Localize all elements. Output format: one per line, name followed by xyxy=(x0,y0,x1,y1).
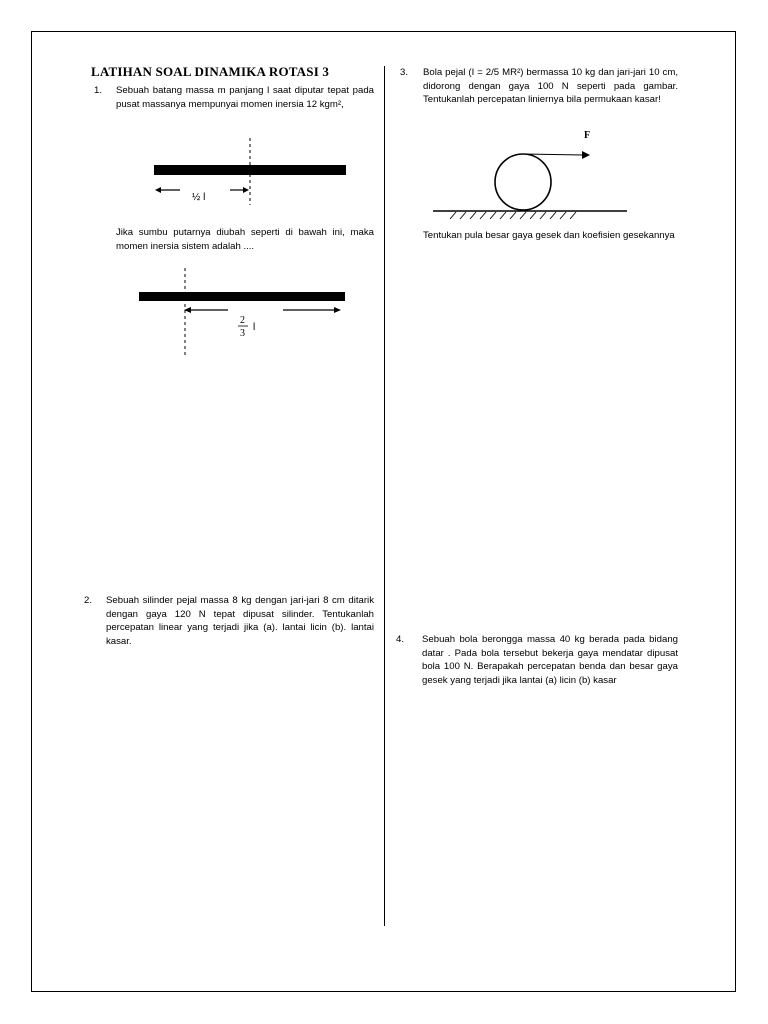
question-4 xyxy=(396,633,678,687)
fraction-numerator: 2 xyxy=(240,315,245,326)
question-number: 2. xyxy=(84,595,93,606)
question-number: 4. xyxy=(396,634,405,645)
worksheet-title: LATIHAN SOAL DINAMIKA ROTASI 3 xyxy=(91,64,330,79)
followup-text: Tentukan pula besar gaya gesek dan koefisien gesekannya xyxy=(423,230,675,241)
question-text: Sebuah batang massa m panjang l saat diputar tepat pada pusat massanya mempunyai momen inersia 12 kgm², xyxy=(116,85,374,110)
followup-text: Jika sumbu putarnya diubah seperti di bawah ini, maka momen inersia sistem adalah .... xyxy=(116,227,374,252)
question-text: Sebuah bola berongga massa 40 kg berada pada bidang datar . Pada bola tersebut bekerja gaya mendatar dipusat bola 100 N. Berapakah percepatan benda dan besar gaya gesek yang terjadi jika lantai (a) licin (b) kasar xyxy=(422,634,678,686)
question-text: Bola pejal (I = 2/5 MR²) bermassa 10 kg dan jari-jari 10 cm, didorong dengan gaya 100 N seperti pada gambar. Tentukanlah percepatan liniernya bila permukaan kasar! xyxy=(423,67,678,106)
half-length-label: ½ l xyxy=(192,192,206,203)
force-label: F xyxy=(584,130,591,141)
question-3-followup xyxy=(423,229,678,243)
question-number: 1. xyxy=(94,85,103,96)
fraction-denominator: 3 xyxy=(240,328,245,339)
question-text: Sebuah silinder pejal massa 8 kg dengan jari-jari 8 cm ditarik dengan gaya 120 N tepat dipusat silinder. Tentukanlah percepatan linear yang terjadi jika (a). lantai licin (b). lantai kasar. xyxy=(106,595,374,647)
length-variable: l xyxy=(253,322,256,333)
question-number: 3. xyxy=(400,67,409,78)
